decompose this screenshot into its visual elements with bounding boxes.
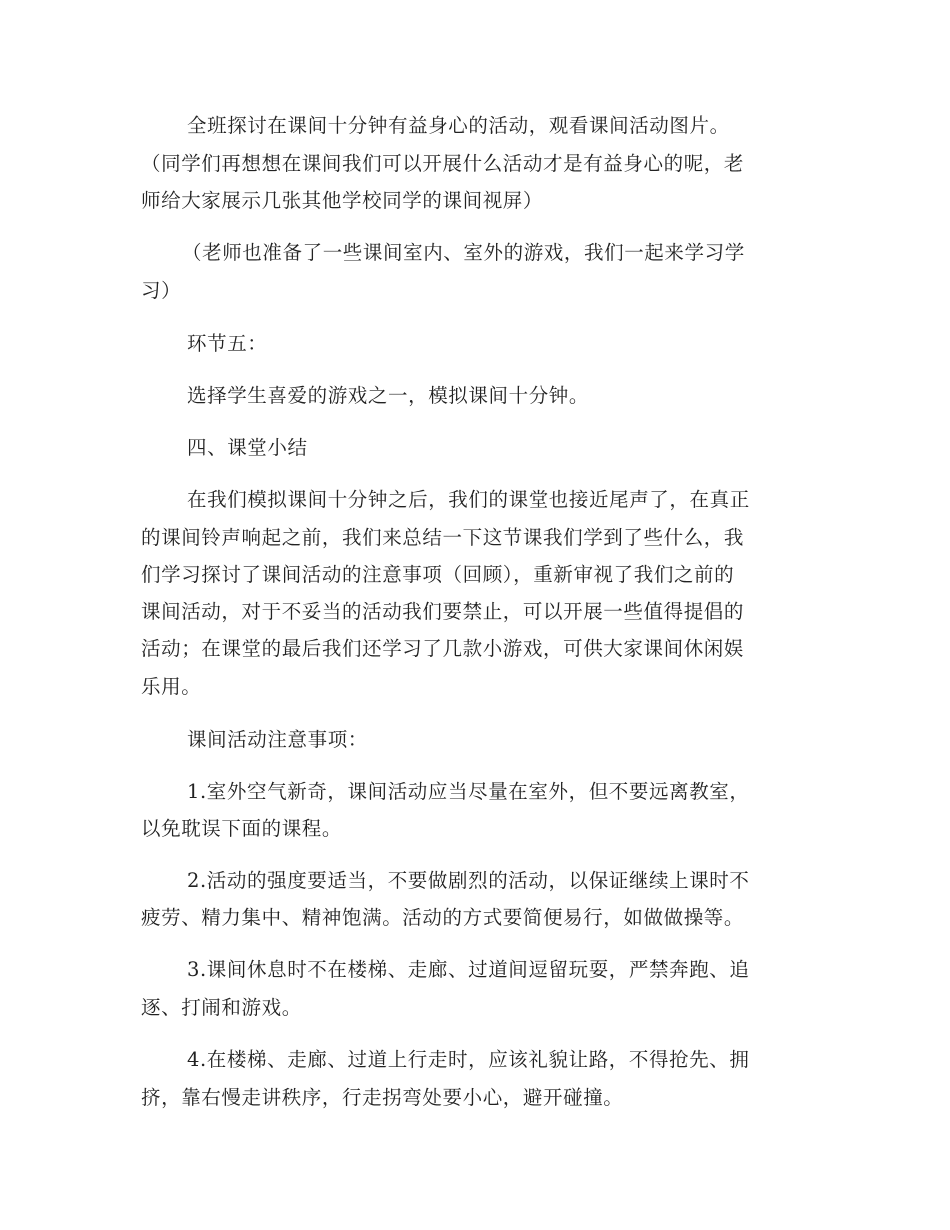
paragraph-line: 在我们模拟课间十分钟之后，我们的课堂也接近尾声了，在真正 xyxy=(187,488,750,511)
paragraph-line: 乐用。 xyxy=(141,675,202,698)
paragraph-line: 全班探讨在课间十分钟有益身心的活动，观看课间活动图片。 xyxy=(187,114,730,137)
paragraph-line: 们学习探讨了课间活动的注意事项（回顾），重新审视了我们之前的 xyxy=(141,563,735,586)
list-item-line: 3.课间休息时不在楼梯、走廊、过道间逗留玩耍，严禁奔跑、追 xyxy=(187,958,750,981)
paragraph-line: 选择学生喜爱的游戏之一，模拟课间十分钟。 xyxy=(187,384,590,407)
section-heading: 课间活动注意事项： xyxy=(187,728,368,751)
paragraph-line: （老师也准备了一些课间室内、室外的游戏，我们一起来学习学 xyxy=(182,241,745,264)
paragraph-line: 习） xyxy=(141,279,182,302)
list-item-line: 疲劳、精力集中、精神饱满。活动的方式要简便易行，如做做操等。 xyxy=(141,906,745,929)
paragraph-line: 的课间铃声响起之前，我们来总结一下这节课我们学到了些什么，我 xyxy=(141,526,745,549)
paragraph-line: 活动；在课堂的最后我们还学习了几款小游戏，可供大家课间休闲娱 xyxy=(141,637,745,660)
section-heading: 四、课堂小结 xyxy=(187,436,308,459)
list-item-line: 挤，靠右慢走讲秩序，行走拐弯处要小心，避开碰撞。 xyxy=(141,1086,624,1109)
list-item-line: 4.在楼梯、走廊、过道上行走时，应该礼貌让路，不得抢先、拥 xyxy=(187,1048,750,1071)
list-item-line: 1.室外空气新奇，课间活动应当尽量在室外，但不要远离教室， xyxy=(187,780,750,803)
list-item-line: 逐、打闹和游戏。 xyxy=(141,996,302,1019)
list-item-line: 以免耽误下面的课程。 xyxy=(141,817,343,840)
paragraph-line: 师给大家展示几张其他学校同学的课间视屏） xyxy=(141,189,544,212)
section-heading: 环节五： xyxy=(187,332,268,355)
list-item-line: 2.活动的强度要适当，不要做剧烈的活动，以保证继续上课时不 xyxy=(187,869,750,892)
paragraph-line: （同学们再想想在课间我们可以开展什么活动才是有益身心的呢，老 xyxy=(141,152,745,175)
paragraph-line: 课间活动，对于不妥当的活动我们要禁止，可以开展一些值得提倡的 xyxy=(141,600,745,623)
